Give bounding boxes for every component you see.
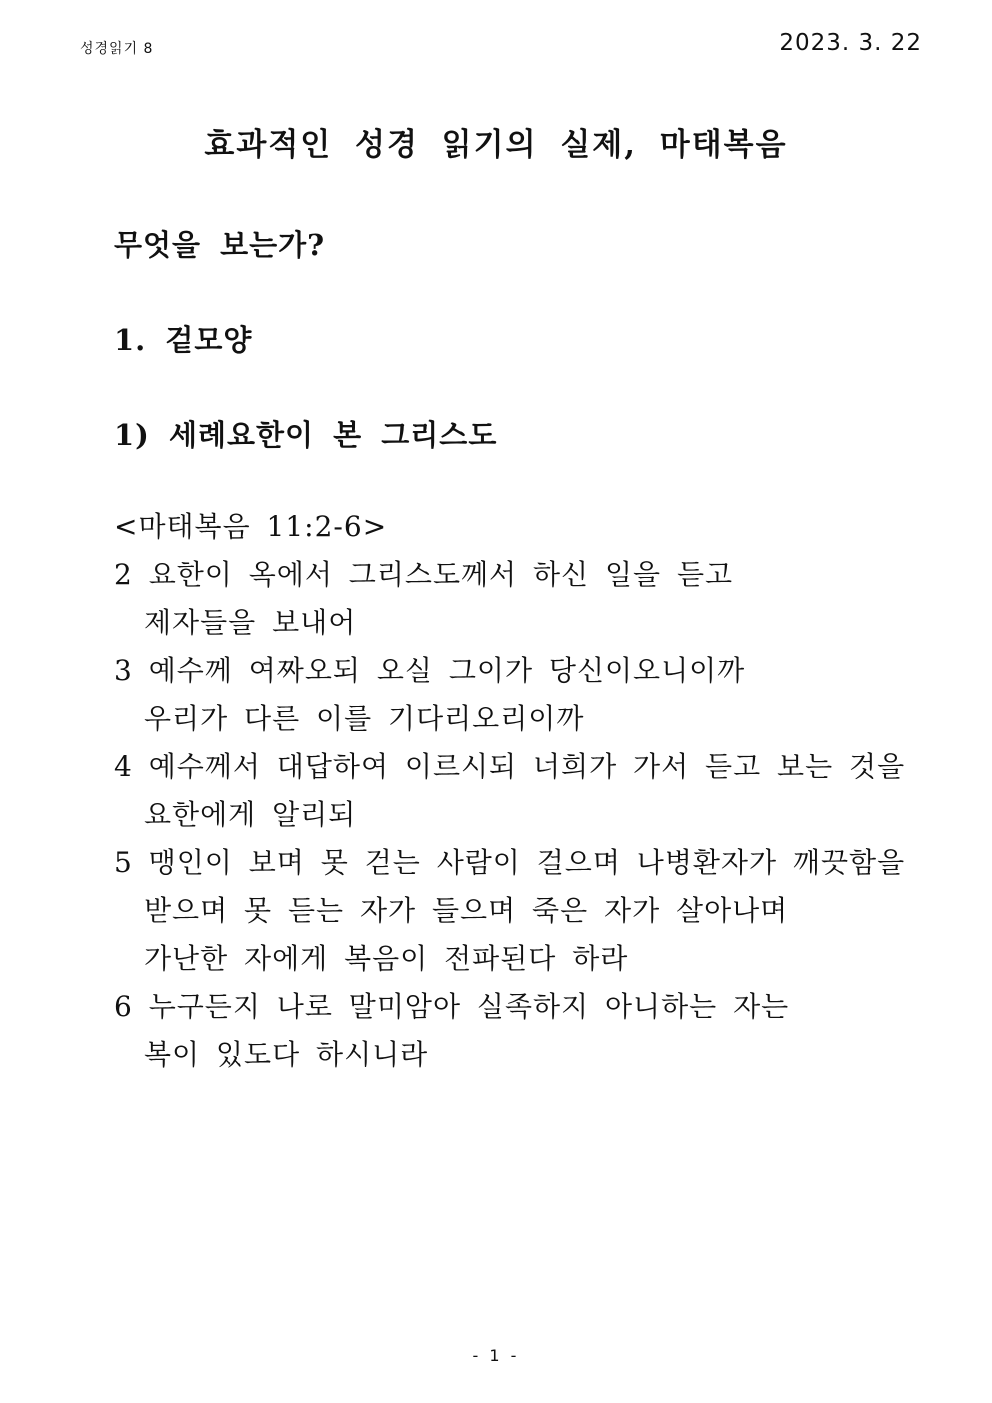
verse-2-line-1: 2 요한이 옥에서 그리스도께서 하신 일을 듣고 xyxy=(114,558,734,591)
verse-6-line-1: 6 누구든지 나로 말미암아 실족하지 아니하는 자는 xyxy=(114,990,790,1023)
verse-3-line-1: 3 예수께 여짜오되 오실 그이가 당신이오니이까 xyxy=(114,654,746,687)
section-heading: 1. 겉모양 xyxy=(114,323,253,357)
verse-3-line-2: 우리가 다른 이를 기다리오리이까 xyxy=(144,702,585,735)
scripture-passage xyxy=(114,503,934,1079)
question-heading: 무엇을 보는가? xyxy=(114,228,326,262)
verse-4-line-2: 요한에게 알리되 xyxy=(144,798,357,831)
subsection-heading: 1) 세례요한이 본 그리스도 xyxy=(114,418,498,452)
document-series-label: 성경읽기 8 xyxy=(80,41,154,57)
verse-4-line-1: 4 예수께서 대답하여 이르시되 너희가 가서 듣고 보는 것을 xyxy=(114,750,906,783)
page-number: - 1 - xyxy=(472,1346,520,1365)
verse-6-line-2: 복이 있도다 하시니라 xyxy=(144,1038,429,1071)
verse-5-line-1: 5 맹인이 보며 못 걷는 사람이 걸으며 나병환자가 깨끗함을 xyxy=(114,846,906,879)
verse-5-line-3: 가난한 자에게 복음이 전파된다 하라 xyxy=(144,942,629,975)
verse-2-line-2: 제자들을 보내어 xyxy=(144,606,357,639)
passage-reference: <마태복음 11:2-6> xyxy=(114,510,388,543)
document-date: 2023. 3. 22 xyxy=(779,30,922,56)
page-title: 효과적인 성경 읽기의 실제, 마태복음 xyxy=(204,127,788,163)
verse-5-line-2: 받으며 못 듣는 자가 들으며 죽은 자가 살아나며 xyxy=(144,894,789,927)
